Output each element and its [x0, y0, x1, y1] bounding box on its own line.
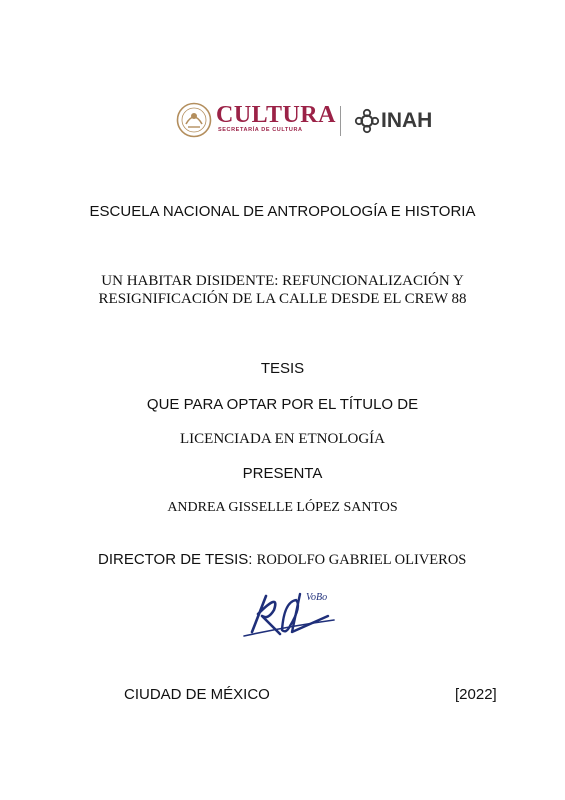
inah-emblem-icon — [354, 108, 380, 134]
thesis-director — [98, 551, 466, 569]
thesis-title-line-1: UN HABITAR DISIDENTE: REFUNCIONALIZACIÓN Y — [101, 273, 464, 289]
cultura-logo-text: CULTURA — [216, 102, 336, 128]
logo-divider — [340, 106, 341, 136]
document-type: TESIS — [260, 360, 305, 377]
inah-logo-text: INAH — [381, 109, 433, 132]
director-name: RODOLFO GABRIEL OLIVEROS — [256, 552, 467, 568]
degree-purpose: QUE PARA OPTAR POR EL TÍTULO DE — [146, 396, 419, 413]
mexico-seal-icon — [176, 102, 212, 138]
city: CIUDAD DE MÉXICO — [124, 686, 270, 703]
cultura-logo-subtitle: SECRETARÍA DE CULTURA — [218, 127, 303, 133]
director-label: DIRECTOR DE TESIS: — [98, 551, 253, 568]
degree-title: LICENCIADA EN ETNOLOGÍA — [180, 431, 385, 447]
thesis-title-line-2: RESIGNIFICACIÓN DE LA CALLE DESDE EL CREW 88 — [98, 291, 467, 307]
author-name: ANDREA GISSELLE LÓPEZ SANTOS — [167, 500, 398, 515]
director-signature — [240, 586, 340, 640]
signature-annotation: VoBo — [306, 592, 328, 603]
school-name: ESCUELA NACIONAL DE ANTROPOLOGÍA E HISTORIA — [89, 203, 476, 220]
year: [2022] — [455, 686, 497, 703]
presents-label: PRESENTA — [242, 465, 323, 482]
header-logos — [176, 100, 436, 142]
